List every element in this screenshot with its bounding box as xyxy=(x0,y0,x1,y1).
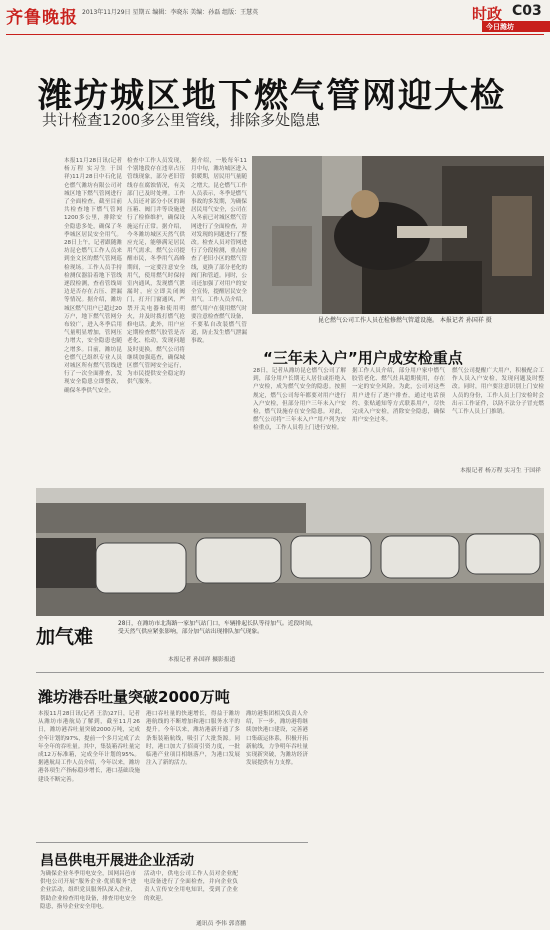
gas-pipe-worker-photo xyxy=(252,156,544,314)
photo-caption: 昆仑燃气公司工作人员在检修燃气管道设施。 本报记者 孙国祥 摄 xyxy=(318,317,492,324)
port-story-title: 潍坊港吞吐量突破2000万吨 xyxy=(38,688,230,706)
side-story-byline: 本报记者 杨万程 实习生 于国祥 xyxy=(460,468,541,474)
main-story-column-1: 本报11月28日讯(记者 杨万程 实习生 于国祥)11月28日中石化昆仑燃气潍坊有限公司对城区地下燃气管网进行了全面检查，截至目前共检查地下燃气管网1200多公里，排除安全隐患多处，确保了冬季城区居民安全用气。28日上午，记者跟随潍坊昆仑燃气工作人员来到奎文区的燃气管网巡检现场。工作人员手持检测仪器沿着地下管线逐段检测，查看管线周边是否存在占压、泄漏等情况。据介绍，潍坊城区燃气用户已超过20万户，地下燃气管网分布较广，进入冬季后用气量明显增加，管网压力增大，安全隐患也随之增多。目前，潍坊昆仑燃气已组织专业人员对城区所有燃气管线进行了一次全面排查，发现安全隐患立即整改，确保冬季供气安全。 xyxy=(64,158,122,394)
newspaper-logo: 齐鲁晚报 xyxy=(6,8,78,28)
photo2-caption: 28日，在潍坊市北海路一家加气站门口，车辆排起长队等待加气。近段时间，受天然气供应紧张影响，部分加气站出现排队加气现象。 xyxy=(118,621,317,635)
section-divider xyxy=(36,672,544,673)
section-name: 时政 xyxy=(472,5,503,23)
masthead-rule xyxy=(6,34,544,35)
power-story-byline: 通讯员 李伟 郭喜鹏 xyxy=(196,921,247,927)
photo2-byline: 本报记者 孙国祥 摄影报道 xyxy=(168,657,236,663)
section-divider xyxy=(36,842,308,843)
side-story-column-3: 燃气公司提醒广大用户，积极配合工作人员入户安检，发现问题及时整改。同时，用户要注意识别上门安检人员的身份，工作人员上门安检时会出示工作证件，以防不法分子冒充燃气工作人员上门推销。 xyxy=(452,368,544,416)
page-number: C03 xyxy=(512,3,542,19)
photo-illustration xyxy=(252,156,544,314)
photo-title: 加气难 xyxy=(36,626,94,648)
power-story-title: 昌邑供电开展进企业活动 xyxy=(40,853,194,869)
main-headline: 潍坊城区地下燃气管网迎大检 xyxy=(38,76,506,116)
port-story-column-1: 本报11月28日讯(记者 王浩)27日，记者从潍坊市港航局了解到，截至11月26日，潍坊港吞吐量突破2000万吨，完成全年计划的97%，提前一个多月完成了去年全年的吞吐量。其中，集装箱吞吐量完成12万标准箱，完成全年计划的95%。据港航局工作人员介绍，今年以来，潍坊港各项生产指标稳步增长，港口基础设施建设不断完善。 xyxy=(38,711,140,783)
photo-illustration xyxy=(36,488,544,616)
masthead xyxy=(0,0,550,38)
port-story-column-2: 港口吞吐量的快速增长，得益于潍坊港航线的不断增加和港口服务水平的提升。今年以来，潍坊港新开通了多条集装箱航线，吸引了大批货源。同时，港口加大了招商引资力度，一批临港产业项目相继落户，为港口发展注入了新的活力。 xyxy=(146,711,240,767)
gas-station-queue-photo xyxy=(36,488,544,616)
section-subtitle: 今日潍坊 xyxy=(486,23,514,31)
power-story-column-1: 为确保企业冬季用电安全，国网昌邑市供电公司开展“服务企业·优质服务”进企业活动，组织党员服务队深入企业，帮助企业检查用电设备，排查用电安全隐患，指导企业安全用电。 xyxy=(40,871,136,910)
issue-info: 2013年11月29日 星期五 编辑：李晓东 美编：孙磊 组版：王慧英 xyxy=(82,9,259,16)
main-subhead: 共计检查1200多公里管线，排除多处隐患 xyxy=(42,111,321,129)
main-story-column-3: 据介绍，一般每年11月中旬，潍坊城区进入供暖期，居民用气量随之增大。昆仑燃气工作人员表示，冬季是燃气事故的多发期，为确保居民用气安全，公司在入冬前已对城区燃气管网进行了全面检查，并对发现的问题进行了整改。检查人员对管网进行了分段检测，重点检查了老旧小区的燃气管线，更换了部分老化的阀门和管道。同时，公司还加强了对用户的安全宣传，提醒居民安全用气。工作人员介绍，燃气用户在使用燃气时要注意检查燃气设备，不要私自改装燃气管道，防止发生燃气泄漏事故。 xyxy=(191,158,247,345)
power-story-column-2: 活动中，供电公司工作人员对企业配电设备进行了全面检查，并向企业负责人宣传安全用电知识，受到了企业的欢迎。 xyxy=(144,871,238,902)
side-story-title: “三年未入户”用户成安检重点 xyxy=(263,349,463,367)
side-story-column-1: 28日，记者从潍坊昆仑燃气公司了解到，部分用户长期无人居住或拒绝入户安检，成为燃气安全的隐患。按照规定，燃气公司每年都要对用户进行入户安检，但部分用户三年未入户安检，燃气设施存在安全隐患。对此，燃气公司将“三年未入户”用户列为安检重点，工作人员将上门进行安检。 xyxy=(253,368,346,432)
main-story-column-2: 检查中工作人员发现，个别地段存在违章占压管线现象，部分老旧管线存在腐蚀情况，有关部门已及时处理。工作人员还对部分小区的调压箱、阀门井等设施进行了检修维护，确保设施运行正常。据介绍，今冬潍坊城区天然气供应充足，能够满足居民用气需求。燃气公司提醒市民，冬季用气高峰期间，一定要注意安全用气，使用燃气时保持室内通风，发现燃气泄漏时，应立即关闭阀门，打开门窗通风，严禁开关电器和使用明火，并及时拨打燃气抢修电话。此外，用户应定期检查燃气胶管是否老化、松动，发现问题及时更换。燃气公司将继续加强巡查，确保城区燃气管网安全运行，为市民提供安全稳定的供气服务。 xyxy=(127,158,185,386)
side-story-column-2: 据工作人员介绍，部分用户家中燃气胶管老化、燃气灶具超期使用，存在一定的安全风险。为此，公司对这些用户进行了逐户排查，通过电话预约、张贴通知等方式联系用户，尽快完成入户安检，消除安全隐患，确保用户安全过冬。 xyxy=(352,368,445,424)
port-story-column-3: 潍坊港集团相关负责人介绍，下一步，潍坊港将继续加快港口建设，完善港口集疏运体系，积极开拓新航线，力争明年吞吐量实现新突破，为潍坊经济发展提供有力支撑。 xyxy=(246,711,308,767)
